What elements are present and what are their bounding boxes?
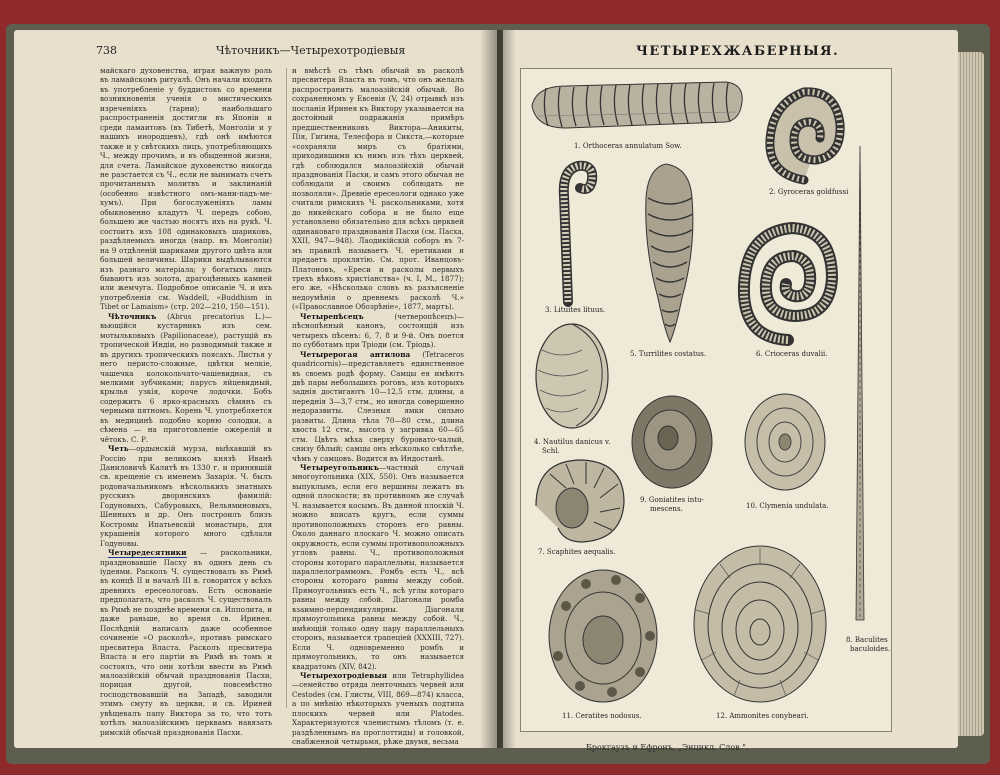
scaphites-illustration [530,454,630,546]
entry-headword: Четыреугольникъ [300,463,379,473]
entry-body: — раскольники, праздновавшіе Пасху въ одинъ день съ іудеями. Расколъ Ч. существовалъ въ Римѣ въ концѣ II и началѣ III в. говорится у всѣхъ древнихъ ересеологовъ. Есть основаніе предполагать, что расколъ Ч. существовалъ въ Римѣ не позднѣе времени св. Ипполита, и даже раньше, во время св. Иринея. Послѣдній написалъ даже особенное сочиненіе «О расколѣ», противъ римскаго пресвитера Власта. Расколъ пресвитера Власта и его партіи въ Римѣ въ томъ и состоялъ, что они хотѣли ввести въ Римѣ малоазійскій обычай празднованія Пасхи, порицая другой, повсемѣстно господствовавшій на Западѣ, заводили этимъ смуту въ церкви, и св. Ириней увѣщевалъ папу Виктора за то, что тотъ хотѣлъ малоазійскимъ церквамъ навязать римскій обычай празднованія Пасхи. [100,548,272,737]
caption-4b: Schl. [542,447,560,455]
caption-9a: 9. Goniatites intu- [640,496,704,504]
entry-headword: Четырепѣсецъ [300,311,364,321]
plate-title: ЧЕТЫРЕХЖАБЕРНЫЯ. [636,44,840,59]
article-text: и вмѣстѣ съ тѣмъ обычай въ расколѣ пресвитера Власта въ томъ, что онъ желалъ распространить малоазійскій обычай. Во сохраненномъ у Евсевія (V, 24) отрывкѣ изъ посланія Иринея къ Виктору указывается на достойный подражанія примѣръ предшественниковъ Виктора—Аникиты, Пія, Гигина, Телесфора и Сикста,—которые «сохраняли миръ съ братіями, приходившими къ нимъ изъ тѣхъ церквей, гдѣ соблюдался малоазійскій обычай празднованія Пасхи, и самъ этого обычая не соблюдали и своимъ соблюдать не позволяли». Древніе ересеологи однако уже считали римскихъ Ч. раскольниками, хотя до никейскаго собора и не было еще установлено обязательно для всѣхъ церквей одинаковаго празднованія Пасхи (см. Пасха, XXII, 947—948). Лаодикійскій соборъ въ 7-мъ правилѣ называетъ Ч. еретиками и предаетъ проклятію. См. прот. Иванцовъ-Платоновъ, «Ереси и расколы первыхъ трехъ вѣковъ христіанства» (ч. I, М., 1877); его же, «Нѣсколько словъ въ разъясненіе недоумѣнія о древнемъ расколѣ Ч.» («Православное Обозрѣніе», 1877, мартъ). [292,66,464,312]
caption-8b: baculoides. [850,645,891,653]
entry-body: (Tetraceros quadricornis)—представляетъ единственное въ своемъ родѣ форму. Самцы ея имѣютъ двѣ пары небольшихъ роговъ, изъ которыхъ заднія достигаютъ 10—12,5 стм. длины, а переднія 3—3,7 стм., но иногда совершенно недоразвиты. Слезныя ямки сильно развиты. Длина тѣла 70—80 стм., длина хвоста 12 стм., высота у загривка 60—65 стм. Цвѣтъ мѣха сверху буровато-чалый, снизу бѣлый; самцы онъ нѣсколько свѣтлѣе, чѣмъ у самцовъ. Водится въ Индостанѣ. [292,349,464,463]
article-entry [100,312,272,444]
publisher-imprint: Брокгаузъ и Ефронъ, „Энцикл. Слов.". [586,743,749,752]
entry-headword: Четырехотродіевыя [300,671,388,680]
clymenia-illustration [742,390,828,494]
page-fore-edge [958,52,984,736]
article-entry [292,463,464,671]
ammonites-illustration [690,540,830,706]
baculites-illustration [852,144,868,624]
article-entry [292,350,464,463]
nautilus-illustration [532,320,614,432]
article-entry [100,444,272,548]
article-entry [292,671,464,747]
caption-1: 1. Orthoceras annulatum Sow. [574,142,682,150]
running-head: Чѣточникъ—Четырехотродіевыя [216,44,406,57]
caption-8a: 8. Baculites [846,636,888,644]
caption-2: 2. Gyroceras goldfussi [769,188,849,196]
caption-11: 11. Ceratites nodosus. [562,712,642,720]
entry-body: или Tetraphyllidea—семейство отряда ленточныхъ червей или Cestodes (см. Глисты, VIII, 869—874) класса, а по мнѣнію нѣкоторыхъ ученыхъ подтипа плоскихъ червей или Platodes. Характеризуются члениcтымъ тѣломъ (т. е. раздѣленнымъ на проглоттиды) и головкой, снабженной четырьмя, рѣже двумя, весьма [292,671,464,747]
gyroceras-illustration [764,84,844,188]
caption-10: 10. Clymenia undulata. [746,502,829,510]
entry-headword: Чѣточникъ [108,311,157,321]
caption-12: 12. Ammonites conybeari. [716,712,809,720]
goniatites-illustration [630,394,714,492]
entry-body: (четверопѣсецъ)—пѣснопѣнный канонъ, состоящій изъ четырехъ пѣсенъ: 6, 7, 8 и 9-й. Онъ поется по субботамъ при Тріоди (см. Тріодь). [292,311,464,350]
ceratites-illustration [546,566,660,706]
orthoceras-illustration [526,76,750,138]
caption-9b: mescens. [650,505,683,513]
crioceras-illustration [738,212,838,346]
entry-headword: Четь [108,444,129,454]
lituites-illustration [554,156,598,306]
page-number: 738 [96,44,117,57]
turrilites-illustration [636,158,702,346]
entry-headword: Четырерогая антилопа [300,349,411,359]
entry-body: —ордынскій мурза, выѣхавшій въ Россію при великомъ князѣ Иванѣ Даниловичѣ Калитѣ въ 1330 г. и принявшій св. крещеніе съ именемъ Захарія. Ч. былъ родоначальникомъ нѣсколькихъ знатныхъ русскихъ дворянскихъ фамилій: Годуновыхъ, Сабуровыхъ, Вельяминовыхъ, Шеиныхъ и др. Онъ построилъ близъ Костромы Ипатьевскій монастырь, для украшенія которого много сдѣлали Годуновы. [100,444,272,548]
entry-body: (Abrus precatorius L.)—вьющійся кустарникъ изъ сем. мотыльковыхъ (Papilionaceae), растущій въ тропической Индіи, но разводимый также и въ другихъ тропическихъ поясахъ. Листья у него перисто-сложные, цвѣтки мелкіе, чашечка колокольчато-чашевидная, съ мелкими зубчиками; парусъ яйцевидный, крылья узкія, короче лодочки. Бобъ содержитъ 6 ярко-красныхъ сѣмянъ съ черными пятномъ. Корень Ч. употребляется въ медицинѣ подобно корню солодки, а сѣмена — на приготовленіе ожерелій и чётокъ. С. Р. [100,311,272,444]
caption-6: 6. Crioceras duvalii. [756,350,828,358]
article-entry [292,312,464,350]
text-column-2 [292,66,464,747]
entry-headword: Четыредесятники [108,548,187,558]
article-entry [100,548,272,737]
caption-4a: 4. Nautilus danicus v. [534,438,611,446]
caption-5: 5. Turrilites costatus. [630,350,707,358]
book-gutter [480,30,516,748]
text-column-1 [100,66,272,737]
entry-body: —частный случай многоугольника (XIX, 550). Онъ называется выпуклымъ, если его вершины лежатъ въ одной плоскости; въ противномъ же случаѣ Ч. называется косымъ. Въ данной плоскій Ч. можно вписать кругъ, если суммы противоположныхъ сторонъ его равны. Около даннаго плоскаго Ч. можно описать окружность, если суммы противоположныхъ угловъ равны. Ч., противоположныя стороны котораго параллельны, называется параллелограммомъ. Ромбъ есть Ч., всѣ стороны котораго равны между собой. Прямоугольникъ есть Ч., всѣ углы котораго равны между собой. Діагонали ромба взаимно-перпендикулярны. Діагонали прямоугольника равны между собой. Ч., имѣющій только одну пару параллельныхъ сторонъ, называется трапеціей (XXXIII, 727). Если Ч. одновременно ромбъ и прямоугольникъ, то онъ называется квадратомъ (XIV, 842). [292,463,464,671]
caption-7: 7. Scaphites aequalis. [538,548,616,556]
caption-3: 3. Lituites lituus. [545,306,606,314]
column-rule [286,68,287,708]
article-text: майскаго духовенства, играя важную роль въ ламайскомъ ритуалѣ. Онъ начали входить въ употребленіе у буддистовъ со времени возникновенія ученія о мистическихъ изреченіяхъ (тарни); наибольшаго распространенія достигли въ Японіи и среди ламаитовъ (въ Тибетѣ, Монголіи и у нашихъ инородцевъ), гдѣ онѣ имѣются также и у свѣтскихъ лицъ, употребляющихъ Ч., между прочимъ, и въ обыденной жизни, для счета. Ламайское духовенство никогда не разстается съ Ч., если не вынимать счетъ прочитанныхъ молитвъ и заклинаній (особенно извѣстного омъ-мани-падъ-ме-хумъ). При богослуженіяхъ ламы обыкновенно кладутъ Ч. передъ собою, большею же частью носятъ ихъ на рукѣ. Ч. состоитъ изъ 108 одинаковыхъ шариковъ, раздѣляемыхъ иногда (напр. въ Монголіи) на 9 отдѣленій шариками другого цвѣта или большей величины. Шарики выдѣлываются изъ разнаго матеріала; у богатыхъ лицъ бываютъ изъ золота, драгоцѣнныхъ камней или жемчуга. Подробное описаніе Ч. и ихъ употребленія см. Waddell, «Buddhism in Tibet or Lamaism» (стр. 202—210, 150—151). [100,66,272,312]
